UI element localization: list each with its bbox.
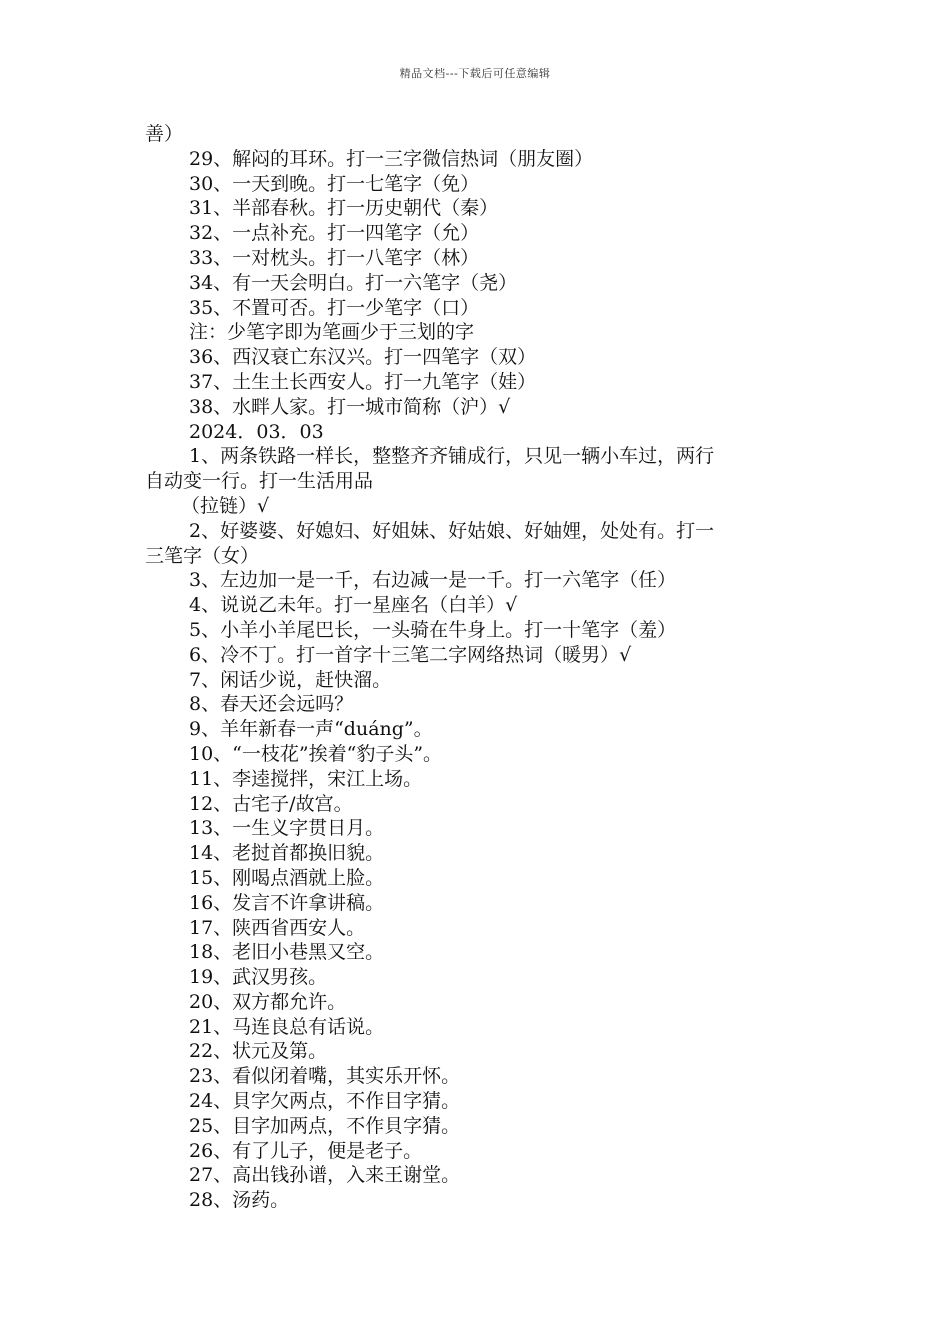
text-line: 25、目字加两点，不作貝字猜。 bbox=[189, 1114, 461, 1137]
text-line: 38、水畔人家。打一城市简称（沪）√ bbox=[189, 395, 511, 418]
text-line: 30、一天到晚。打一七笔字（免） bbox=[189, 172, 480, 195]
text-line: 3、左边加一是一千，右边减一是一千。打一六笔字（任） bbox=[189, 569, 677, 592]
text-line: 15、刚喝点酒就上脸。 bbox=[189, 866, 385, 889]
text-line: 37、土生土长西安人。打一九笔字（娃） bbox=[189, 370, 537, 393]
text-line: 10、“一枝花”挨着“豹子头”。 bbox=[189, 742, 443, 765]
text-line: 2024．03．03 bbox=[189, 420, 324, 443]
text-line: 27、高出钱孙谱，入来王谢堂。 bbox=[189, 1164, 461, 1187]
text-line: 16、发言不许拿讲稿。 bbox=[189, 891, 385, 914]
text-line: 2、好婆婆、好媳妇、好姐妹、好姑娘、好妯娌，处处有。打一 bbox=[189, 519, 715, 542]
text-line: 11、李逵搅拌，宋江上场。 bbox=[189, 767, 423, 790]
text-line: 17、陕西省西安人。 bbox=[189, 916, 366, 939]
text-line: 注：少笔字即为笔画少于三划的字 bbox=[189, 321, 475, 344]
text-line: 4、说说乙未年。打一星座名（白羊）√ bbox=[189, 594, 518, 617]
text-line: 13、一生义字贯日月。 bbox=[189, 817, 385, 840]
text-line: 7、闲话少说，赶快溜。 bbox=[189, 668, 392, 691]
text-line: 5、小羊小羊尾巴长，一头骑在牛身上。打一十笔字（羞） bbox=[189, 618, 677, 641]
text-line: 18、老旧小巷黑又空。 bbox=[189, 941, 385, 964]
text-line: 20、双方都允许。 bbox=[189, 990, 347, 1013]
text-line: 24、貝字欠两点，不作目字猜。 bbox=[189, 1090, 461, 1113]
page-header: 精品文档---下载后可任意编辑 bbox=[399, 67, 551, 80]
text-line: 21、马连良总有话说。 bbox=[189, 1015, 385, 1038]
text-line: 12、古宅子/故宫。 bbox=[189, 792, 353, 815]
text-line: 31、半部春秋。打一历史朝代（秦） bbox=[189, 197, 499, 220]
text-line: 1、两条铁路一样长，整整齐齐铺成行，只见一辆小车过，两行 bbox=[189, 445, 715, 468]
text-line: 34、有一天会明白。打一六笔字（尧） bbox=[189, 271, 518, 294]
text-line: 14、老挝首都换旧貌。 bbox=[189, 842, 385, 865]
text-line: 9、羊年新春一声“duáng”。 bbox=[189, 718, 433, 741]
text-line: 8、春天还会远吗？ bbox=[189, 693, 354, 716]
text-line: 善） bbox=[145, 123, 184, 145]
text-line: 自动变一行。打一生活用品 bbox=[145, 470, 374, 493]
text-line: 23、看似闭着嘴，其实乐开怀。 bbox=[189, 1065, 461, 1088]
text-line: 22、状元及第。 bbox=[189, 1040, 328, 1063]
text-line: 36、西汉衰亡东汉兴。打一四笔字（双） bbox=[189, 346, 537, 369]
document-body bbox=[145, 122, 815, 1213]
text-line: 19、武汉男孩。 bbox=[189, 966, 328, 989]
text-line: 35、不置可否。打一少笔字（口） bbox=[189, 296, 480, 319]
text-line: （拉链）√ bbox=[181, 494, 270, 517]
text-line: 28、汤药。 bbox=[189, 1189, 290, 1212]
text-line: 6、冷不丁。打一首字十三笔二字网络热词（暖男）√ bbox=[189, 643, 632, 666]
text-line: 32、一点补充。打一四笔字（允） bbox=[189, 222, 480, 245]
text-line: 26、有了儿子，便是老子。 bbox=[189, 1139, 423, 1162]
text-line: 33、一对枕头。打一八笔字（林） bbox=[189, 246, 480, 269]
text-line: 三笔字（女） bbox=[145, 544, 260, 567]
text-line: 29、解闷的耳环。打一三字微信热词（朋友圈） bbox=[189, 147, 594, 170]
